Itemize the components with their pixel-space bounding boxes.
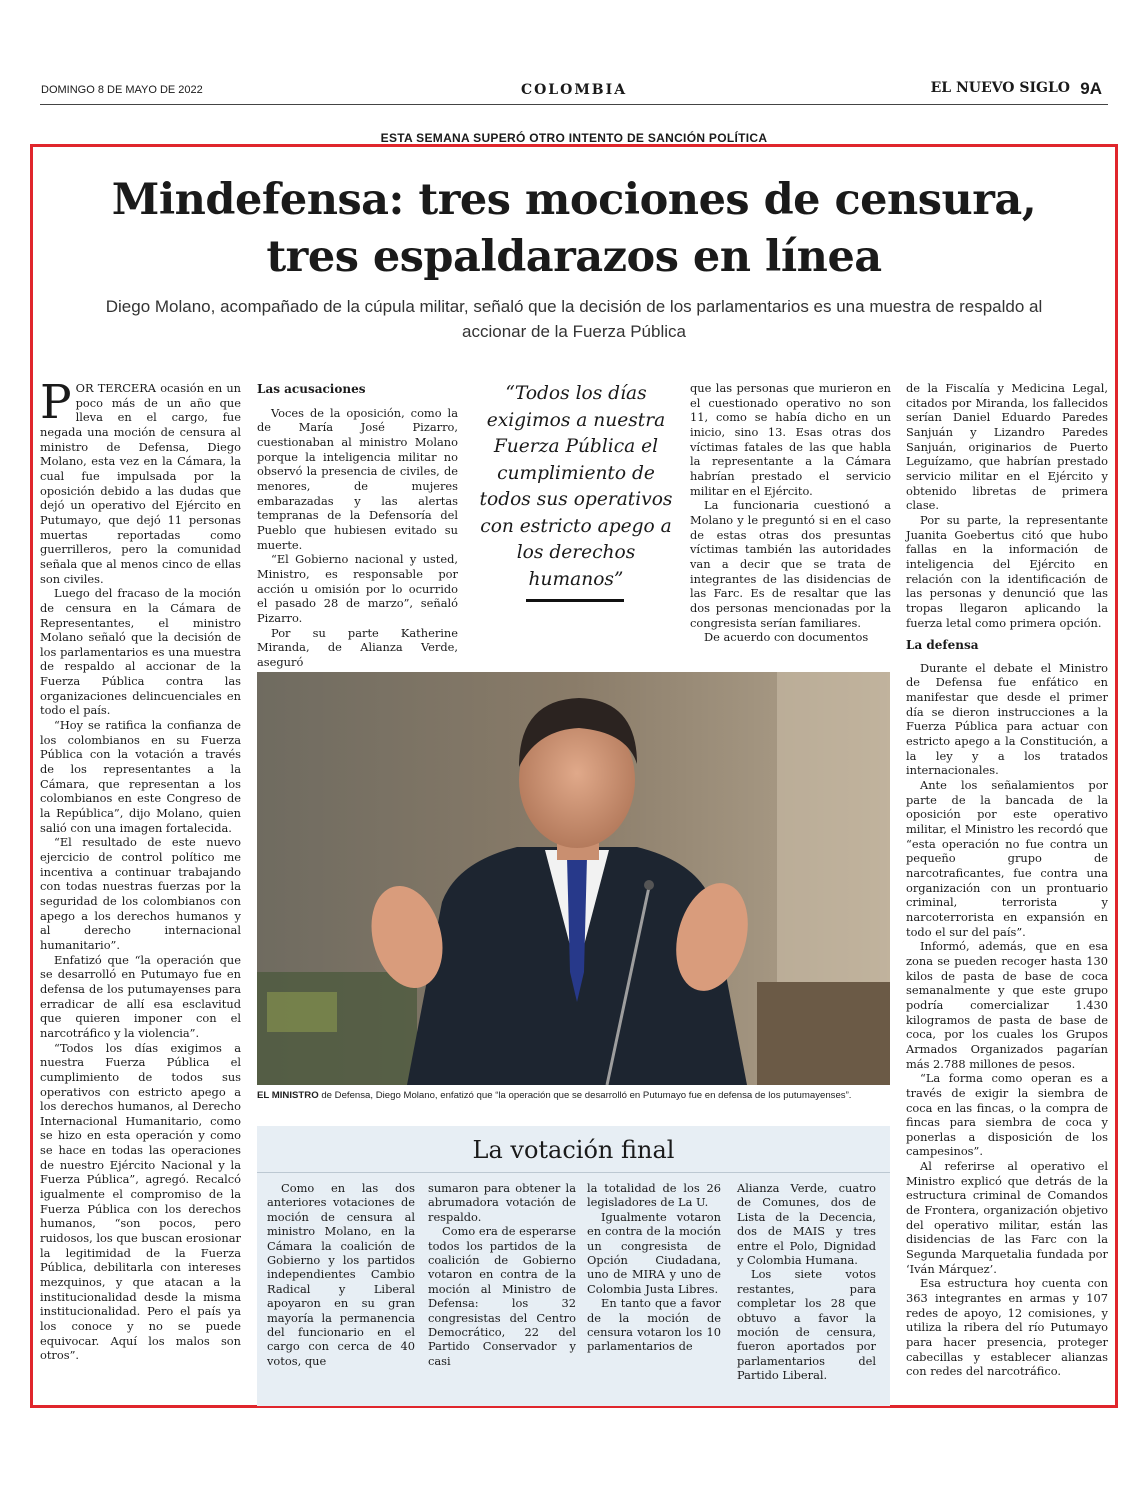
paragraph: de la Fiscalía y Medicina Legal, citados por Miranda, los fallecidos serían Daniel Eduardo Paredes Sanjuán y Lizandro Paredes Sanjuán, originarios de Puerto Leguízamo, que habrían prestado servicio militar en el Ejército y obtenido libretas de primera clase. — [906, 381, 1108, 513]
article-column-1 — [40, 375, 241, 1363]
paragraph: que las personas que murieron en el cuestionado operativo no son 11, como se había dicho en un inicio, sino 13. Esas otras dos víctimas fatales de las que habla la representante a la Cámara habrían prestado el servicio militar en el Ejército. — [690, 381, 891, 498]
header-rule — [40, 104, 1108, 105]
paragraph: Esa estructura hoy cuenta con 363 integrantes en armas y 107 redes de apoyo, 12 comisiones, y utiliza la ribera del río Putumayo para hacer presencia, proteger cabecillas y establecer alianzas con redes del narcotráfico. — [906, 1276, 1108, 1379]
paragraph: “Todos los días exigimos a nuestra Fuerza Pública el cumplimiento de todos sus operativos con estricto apego a los derechos humanos, al Derecho Internacional Humanitario, como se hizo en esta operación y como se hace en todas las operaciones de nuestro Ejército Nacional y la Fuerza Pública”, agregó. Recalcó igualmente el compromiso de la Fuerza Pública con los derechos humanos, “son pocos, pero ruidosos, los que buscan erosionar la legitimidad de la Fuerza Pública, debilitarla con intereses mezquinos, y que atacan a la institucionalidad desde la misma institucionalidad. Pero el país ya los conoce y no se puede equivocar. Aquí los malos son otros”. — [40, 1040, 241, 1363]
paragraph: Luego del fracaso de la moción de censura en la Cámara de Representantes, el ministro Molano señaló que la decisión de los parlamentarios es una muestra de respaldo al accionar de la Fuerza Pública contra las organizaciones delincuenciales en todo el país. — [40, 586, 241, 718]
issue-date: DOMINGO 8 DE MAYO DE 2022 — [41, 84, 203, 96]
sidebar-column-2 — [428, 1181, 576, 1368]
subsection-heading: La defensa — [906, 638, 979, 653]
paragraph: Durante el debate el Ministro de Defensa fue enfático en manifestar que desde el primer día se dieron instrucciones a la Fuerza Pública para actuar con estricto apego a la Constitución, a la ley y a los tratados internacionales. — [906, 660, 1108, 778]
publication-name: EL NUEVO SIGLO — [930, 80, 1070, 96]
paragraph: Al referirse al operativo el Ministro explicó que detrás de la estructura criminal de Comandos de Frontera, organización objetivo del operativo militar, están las disidencias de las Farc con la Segunda Marquetalia fundada por ‘Iván Márquez’. — [906, 1159, 1108, 1276]
caption-lead: EL MINISTRO — [257, 1090, 319, 1101]
paragraph: La funcionaria cuestionó a Molano y le preguntó si en el caso de estas otras dos presuntas víctimas también las autoridades van a decir que se trata de integrantes de las disidencias de las Farc. Es de resaltar que las dos personas mencionadas por la congresista serían familiares. — [690, 498, 891, 630]
paragraph: “El Gobierno nacional y usted, Ministro, es responsable por acción u omisión por lo ocurrido el pasado 28 de marzo”, señaló Pizarro. — [257, 552, 458, 625]
sidebar-column-1 — [267, 1181, 415, 1368]
article-photo — [257, 672, 890, 1085]
paragraph: Enfatizó que “la operación que se desarrolló en Putumayo fue en defensa de los putumayenses para erradicar de allí esa esclavitud que quieren imponer con el narcotráfico y la violencia”. — [40, 952, 241, 1040]
section-name: COLOMBIA — [520, 82, 628, 98]
paragraph: Informó, además, que en esa zona se pueden recoger hasta 130 kilos de pasta de base de coca semanalmente y que este grupo podría comercializar 1.430 kilogramos de pasta de base de coca, por los cuales los Grupos Armados Organizados pagarían más 2.788 millones de pesos. — [906, 939, 1108, 1071]
sidebar-column-3 — [587, 1181, 721, 1354]
paragraph: Voces de la oposición, como la de María José Pizarro, cuestionaban al ministro Molano porque la inteligencia militar no observó la presencia de civiles, de menores, de mujeres embarazadas y las alertas tempranas de la Defensoría del Pueblo que hubiesen evitado su muerte. — [257, 405, 458, 552]
article-column-4 — [690, 381, 891, 645]
caption-text: de Defensa, Diego Molano, enfatizó que “la operación que se desarrolló en Putumayo fue en defensa de los putumayenses”. — [318, 1090, 852, 1101]
paragraph: De acuerdo con documentos — [704, 630, 869, 645]
paragraph: Alianza Verde, cuatro de Comunes, dos de Lista de la Decencia, dos de MAIS y tres entre el Polo, Dignidad y Colombia Humana. — [737, 1181, 876, 1268]
subsection-heading: Las acusaciones — [257, 382, 366, 396]
pull-quote-rule — [526, 599, 624, 602]
headline-line-1: Mindefensa: tres mociones de censura, — [111, 175, 1037, 225]
paragraph: “La forma como operan es a través de exigir la siembra de coca en las fincas, o la compra de fincas para siembra de coca y ponerlas a disposición de los campesinos”. — [906, 1071, 1108, 1159]
paragraph: sumaron para obtener la abrumadora votación de respaldo. — [428, 1181, 576, 1224]
pull-quote: “Todos los días exigimos a nuestra Fuerza Pública el cumplimiento de todos sus operativos con estricto apego a los derechos humanos” — [479, 383, 673, 590]
paragraph: Ante los señalamientos por parte de la bancada de la oposición por este operativo militar, el Ministro les recordó que “esta operación no fue contra un pequeño grupo de narcotraficantes, fue contra una organización con un prontuario criminal, terrorista y narcoterrorista en expansión en todo el sur del país”. — [906, 778, 1108, 939]
paragraph: “Hoy se ratifica la confianza de los colombianos en su Fuerza Pública con la votación a través de los representantes a la Cámara, que representan a los colombianos en este Congreso de la República”, dijo Molano, quien salió con una imagen fortalecida. — [40, 718, 241, 835]
paragraph: la totalidad de los 26 legisladores de La U. — [587, 1181, 721, 1210]
paragraph: Igualmente votaron en contra de la moción un congresista de Opción Ciudadana, uno de MIRA y uno de Colombia Justa Libres. — [587, 1209, 721, 1296]
paragraph: Como en las dos anteriores votaciones de moción de censura al ministro Molano, en la Cámara la coalición de Gobierno y los partidos independientes Cambio Radical y Liberal apoyaron en su gran mayoría la permanencia del funcionario en el cargo con cerca de 40 votos, que — [267, 1181, 415, 1368]
paragraph: Por su parte Katherine Miranda, de Alianza Verde, aseguró — [257, 625, 458, 669]
photo-caption — [257, 1090, 890, 1103]
paragraph: Como era de esperarse todos los partidos de la coalición de Gobierno votaron en contra de la moción al Ministro de Defensa: los 32 congresistas del Centro Democrático, 22 del Partido Conservador y casi — [428, 1224, 576, 1368]
paragraph: Por su parte, la representante Juanita Goebertus citó que hubo fallas en la información de inteligencia del Ejército en relación con la identificación de las personas y denunció que las tropas llegaron aplicando la fuerza letal como primera opción. — [906, 512, 1108, 630]
lead-paragraph: POR TERCERA ocasión en un poco más de un año que lleva en el cargo, fue negada una moción de censura al ministro de Defensa, Diego Molano, esta vez en la Cámara, la cual fue impulsada por la oposición debido a las dudas que dejó un operativo del Ejército en Putumayo, que dejó 11 personas muertas reportadas como guerrilleros, pero la comunidad señala que al menos cinco de ellas son civiles. — [40, 375, 241, 586]
headline — [40, 172, 1108, 286]
article-column-2 — [257, 382, 458, 669]
paragraph: “El resultado de este nuevo ejercicio de control político me incentiva a continuar trabajando con todas nuestras fuerzas por la seguridad de los colombianos con apego a los derechos humanos y al derecho internacional humanitario”. — [40, 835, 241, 952]
paragraph: En tanto que a favor de la moción de censura votaron los 10 parlamentarios de — [587, 1296, 721, 1354]
article-column-5 — [906, 381, 1108, 1379]
headline-line-2: tres espaldarazos en línea — [266, 232, 882, 282]
drop-cap: P — [40, 375, 72, 430]
minister-photo-illustration — [257, 672, 890, 1085]
sidebar-rule — [257, 1172, 890, 1173]
page-number: 9A — [1080, 79, 1102, 98]
sidebar-title: La votación final — [472, 1136, 675, 1164]
paragraph: Los siete votos restantes, para completar los 28 que obtuvo a favor la moción de censura, fueron aportados por parlamentarios del Partido Liberal. — [737, 1267, 876, 1383]
article-kicker: ESTA SEMANA SUPERÓ OTRO INTENTO DE SANCIÓN POLÍTICA — [380, 131, 768, 143]
sidebar-column-4 — [737, 1181, 876, 1383]
subheadline: Diego Molano, acompañado de la cúpula militar, señaló que la decisión de los parlamentarios es una muestra de respaldo al accionar de la Fuerza Pública — [105, 297, 1043, 341]
